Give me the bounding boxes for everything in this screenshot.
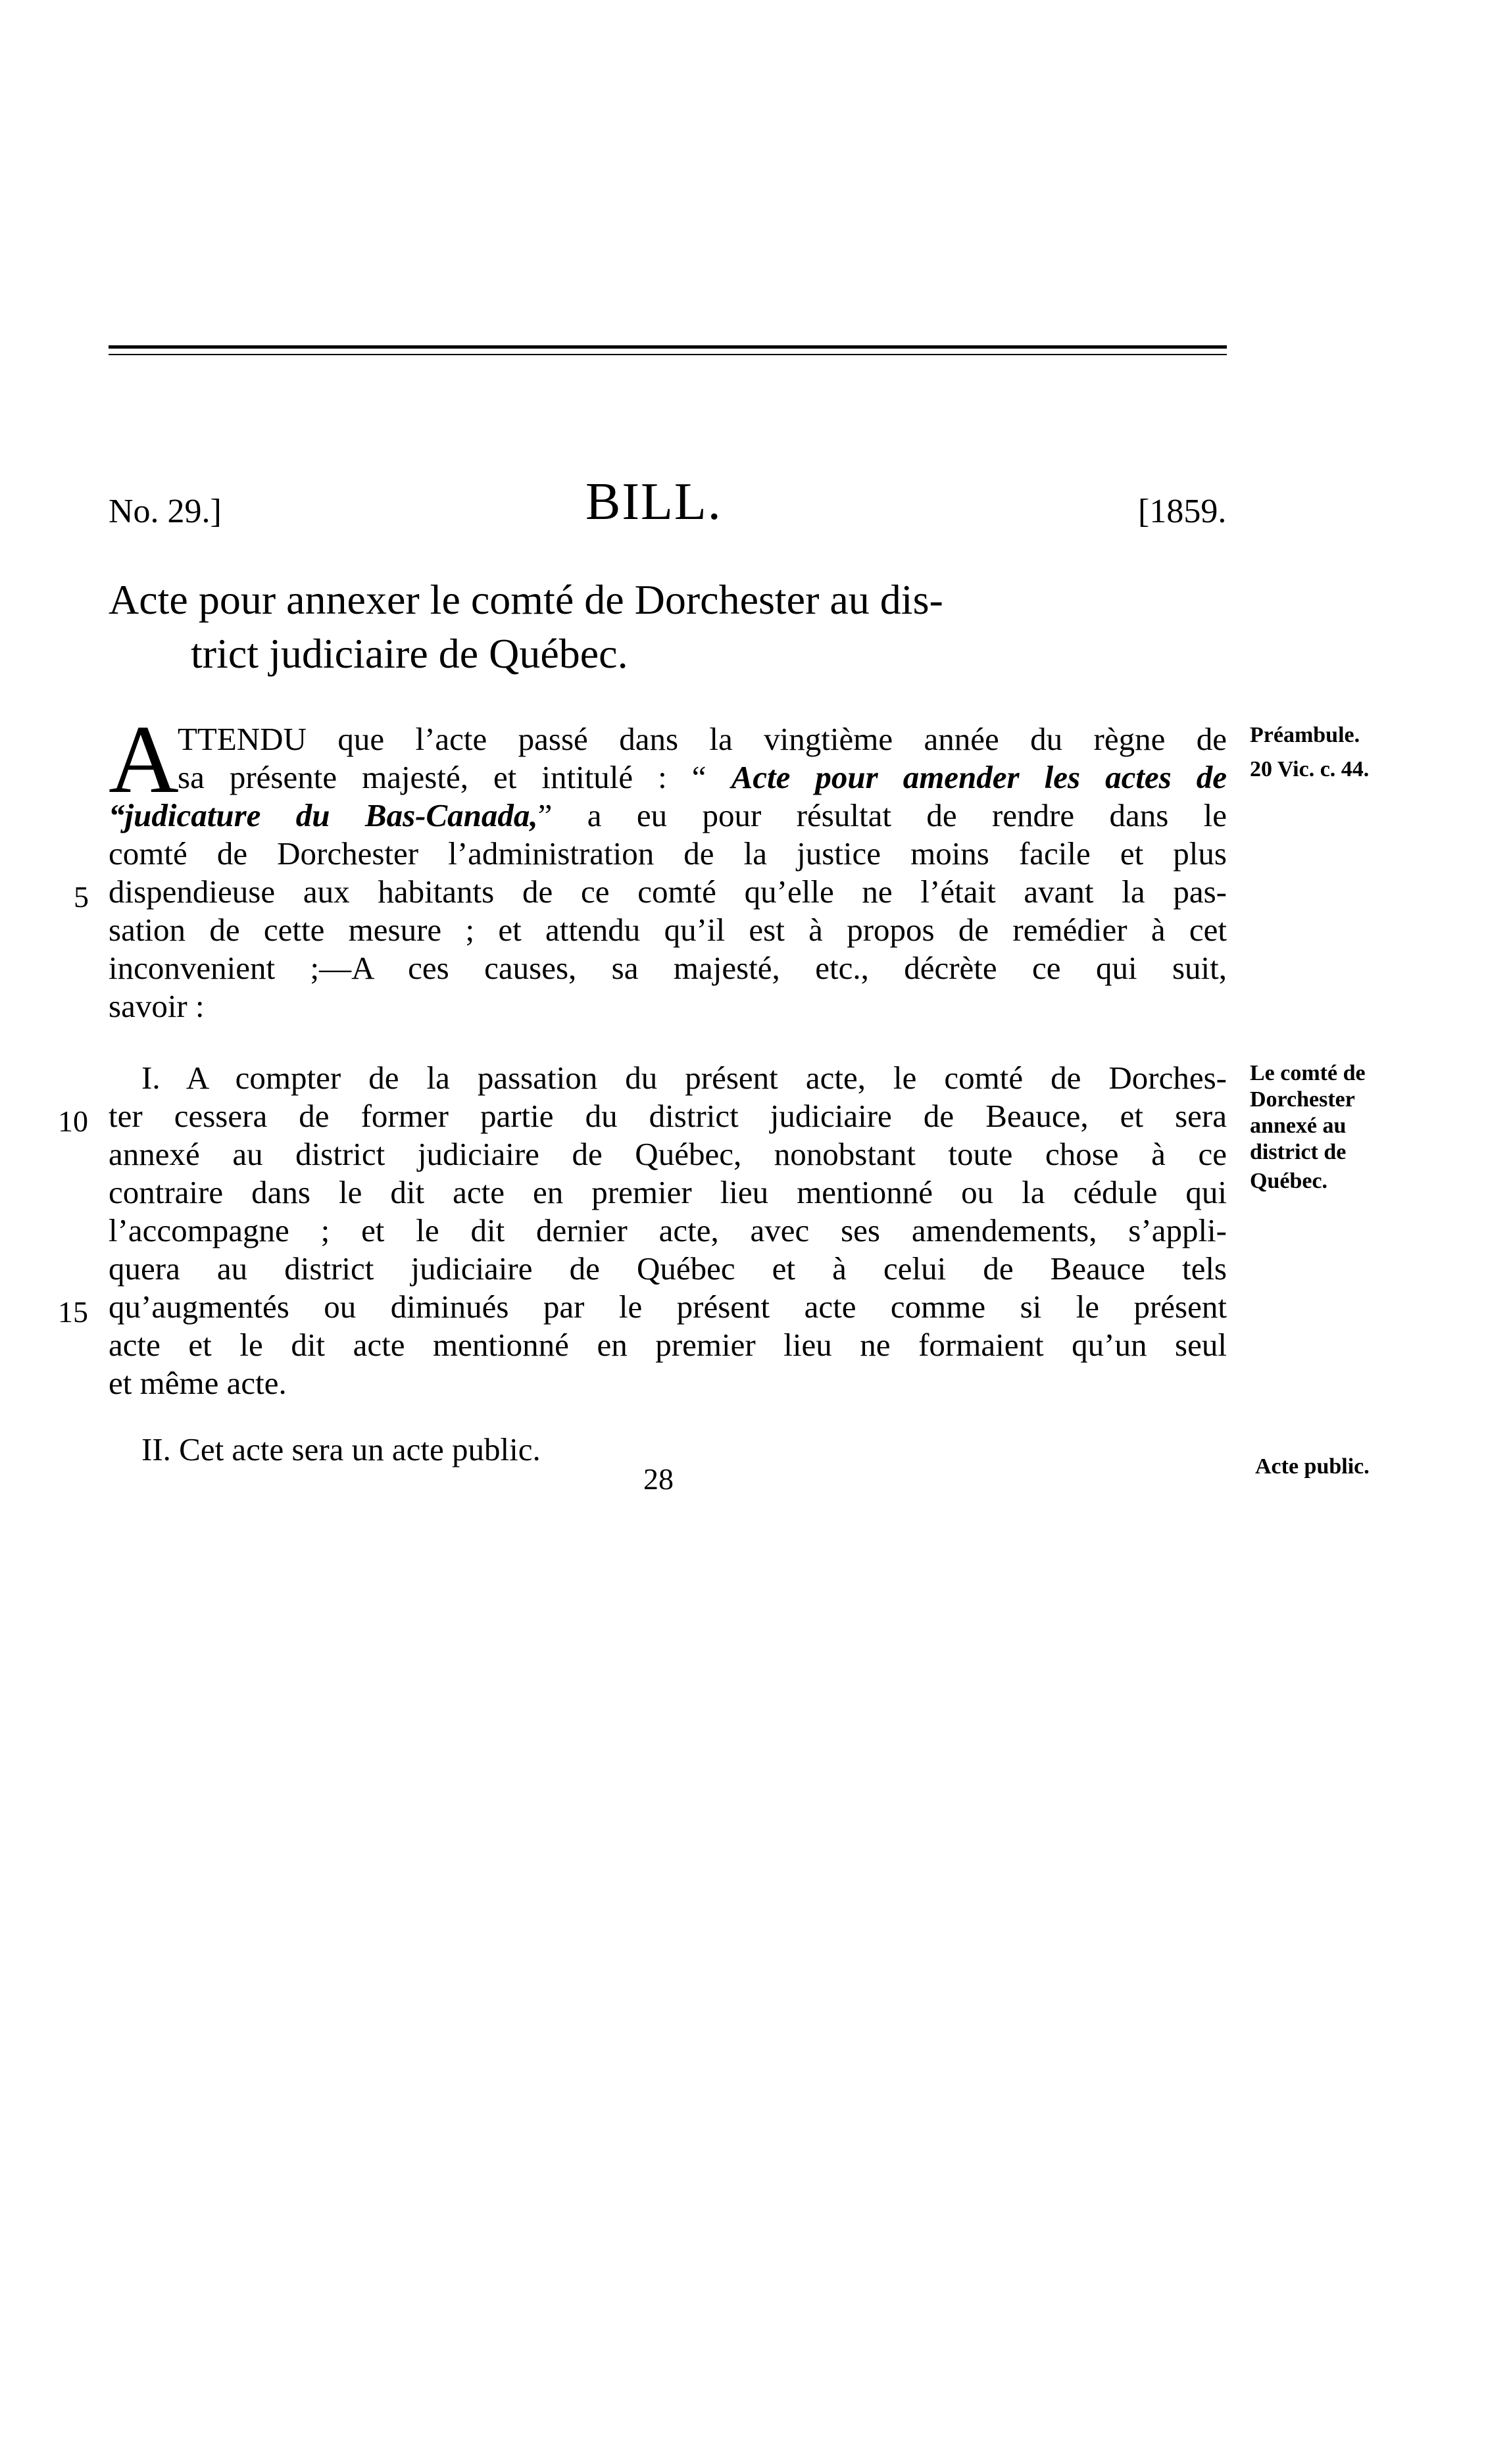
margin-note-comte-4: district de [1250, 1140, 1347, 1164]
act-title-italic-2: “judicature du Bas-Canada, [109, 797, 538, 833]
margin-note-acte-public: Acte public. [1255, 1454, 1370, 1479]
preamble-line-8: savoir : [109, 988, 205, 1024]
act-title-italic-1: Acte pour amender les actes de [731, 759, 1227, 795]
section1-line-4: contraire dans le dit acte en premier lieu mentionné ou la cédule qui [109, 1174, 1227, 1210]
section1-line-9: et même acte. [109, 1365, 287, 1401]
margin-note-preambule: Préambule. [1250, 723, 1360, 747]
top-rule-thin [109, 354, 1227, 355]
section1-line-1: I. A compter de la passation du présent acte, le comté de Dorches- [141, 1060, 1227, 1096]
line-number-15: 15 [58, 1295, 88, 1329]
preamble-line-2-text: sa présente majesté, et intitulé : “ [178, 759, 731, 795]
preamble-line-5: dispendieuse aux habitants de ce comté qu’elle ne l’était avant la pas- [109, 874, 1227, 910]
preamble-line-3 [109, 797, 1227, 835]
drop-cap: A [109, 706, 179, 814]
bill-year: [1859. [1138, 493, 1227, 530]
section2-text: II. Cet acte sera un acte public. [141, 1431, 541, 1467]
section1-line-3: annexé au district judiciaire de Québec, nonobstant toute chose à ce [109, 1136, 1227, 1172]
preamble-line-2 [178, 758, 1227, 797]
preamble-line-1: TTENDU que l’acte passé dans la vingtième année du règne de [178, 721, 1227, 757]
page-number: 28 [643, 1462, 674, 1496]
section1-line-8: acte et le dit acte mentionné en premier lieu ne formaient qu’un seul [109, 1327, 1227, 1363]
margin-note-comte-5: Québec. [1250, 1169, 1328, 1193]
section1-line-7: qu’augmentés ou diminués par le présent acte comme si le présent [109, 1289, 1227, 1325]
act-heading-line1: Acte pour annexer le comté de Dorchester au dis- [109, 576, 943, 623]
preamble-line-6: sation de cette mesure ; et attendu qu’il est à propos de remédier à cet [109, 912, 1227, 948]
margin-note-comte-2: Dorchester [1250, 1087, 1355, 1112]
bill-number: No. 29.] [109, 493, 222, 530]
section1-line-6: quera au district judiciaire de Québec et à celui de Beauce tels [109, 1250, 1227, 1287]
line-number-10: 10 [58, 1104, 88, 1138]
section1-line-2: ter cessera de former partie du district judiciaire de Beauce, et sera [109, 1098, 1227, 1134]
margin-note-comte-3: annexé au [1250, 1114, 1347, 1138]
preamble-line-3-text: ” a eu pour résultat de rendre dans le [537, 797, 1227, 833]
top-rule-thick [109, 345, 1227, 349]
bill-title: BILL. [585, 473, 722, 531]
preamble-line-7: inconvenient ;—A ces causes, sa majesté, etc., décrète ce qui suit, [109, 950, 1227, 986]
margin-note-comte-1: Le comté de [1250, 1061, 1366, 1085]
preamble-line-4: comté de Dorchester l’administration de la justice moins facile et plus [109, 835, 1227, 872]
act-heading-line2: trict judiciaire de Québec. [191, 630, 628, 677]
line-number-5: 5 [74, 880, 89, 914]
section1-line-5: l’accompagne ; et le dit dernier acte, avec ses amendements, s’appli- [109, 1212, 1227, 1248]
margin-note-statute: 20 Vic. c. 44. [1250, 757, 1370, 781]
